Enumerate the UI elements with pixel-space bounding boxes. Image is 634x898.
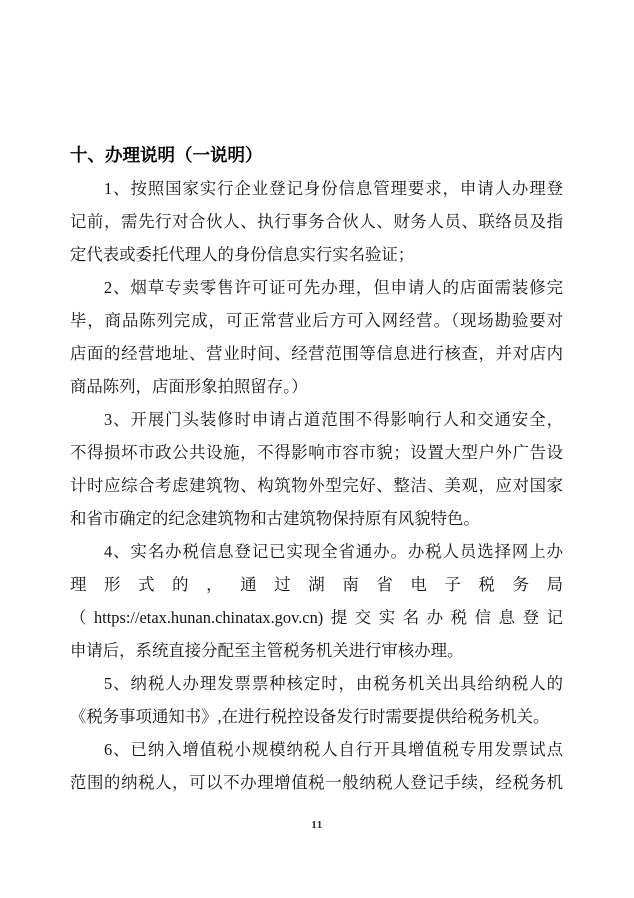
text-line: 3、开展门头装修时申请占道范围不得影响行人和交通安全， — [104, 410, 563, 429]
text-line: 商品陈列，店面形象拍照留存。） — [70, 377, 308, 396]
text-line: 记前，需先行对合伙人、执行事务合伙人、财务人员、联络员及指 — [70, 212, 563, 231]
section-heading: 十、办理说明（一说明） — [70, 145, 263, 165]
page-number: 11 — [311, 819, 323, 831]
text-line: 2、烟草专卖零售许可证可先办理，但申请人的店面需装修完 — [104, 278, 563, 297]
text-line: 定代表或委托代理人的身份信息实行实名验证； — [70, 245, 415, 264]
text-line: 不得损坏市政公共设施，不得影响市容市貌；设置大型户外广告设 — [70, 443, 563, 462]
text-line: 申请后，系统直接分配至主管税务机关进行审核办理。 — [70, 641, 464, 660]
text-line: 《税务事项通知书》,在进行税控设备发行时需要提供给税务机关。 — [70, 707, 550, 726]
document-body — [70, 139, 563, 799]
text-line: 5、纳税人办理发票票种核定时，由税务机关出具给纳税人的 — [104, 674, 563, 693]
text-line: 6、已纳入增值税小规模纳税人自行开具增值税专用发票试点 — [104, 740, 563, 759]
text-line: 1、按照国家实行企业登记身份信息管理要求，申请人办理登 — [104, 179, 563, 198]
paragraphs-container — [70, 172, 563, 799]
text-line: 和省市确定的纪念建筑物和古建筑物保持原有风貌特色。 — [70, 509, 480, 528]
text-line: 范围的纳税人，可以不办理增值税一般纳税人登记手续，经税务机 — [70, 773, 563, 792]
text-line: 4、实名办税信息登记已实现全省通办。办税人员选择网上办 — [104, 542, 563, 561]
text-line: （https://etax.hunan.chinatax.gov.cn)提交实名办税信息登记 — [70, 608, 563, 627]
text-line: 计时应综合考虑建筑物、构筑物外型完好、整洁、美观，应对国家 — [70, 476, 563, 495]
text-line: 毕，商品陈列完成，可正常营业后方可入网经营。（现场勘验要对 — [70, 311, 563, 330]
text-line: 理形式的，通过湖南省电子税务局 — [70, 575, 563, 594]
text-line: 店面的经营地址、营业时间、经营范围等信息进行核查，并对店内 — [70, 344, 563, 363]
